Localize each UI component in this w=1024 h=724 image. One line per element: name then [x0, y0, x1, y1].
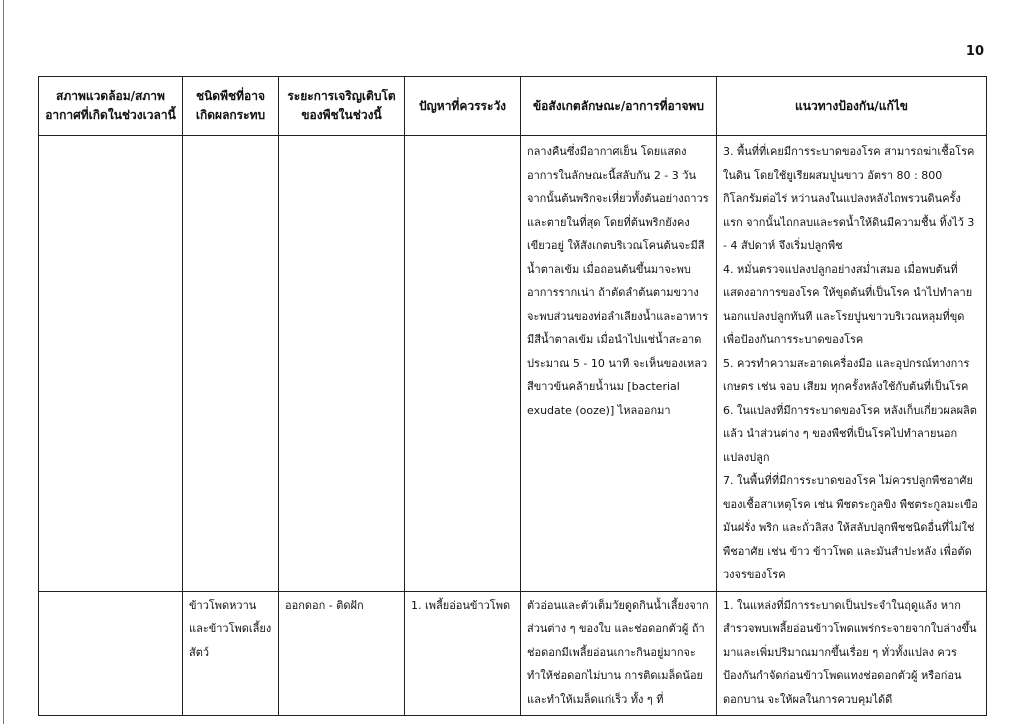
- cell-prevention: [717, 136, 987, 592]
- cell-symptoms: ตัวอ่อนและตัวเต็มวัยดูดกินน้ำเลี้ยงจากส่วนต่าง ๆ ของใบ และช่อดอกตัวผู้ ถ้าช่อดอกมีเพลี้ยอ่อนเกาะกินอยู่มากจะทำให้ช่อดอกไม่บาน การติดเมล็ดน้อยและทำให้เมล็ดแก่เร็ว ทั้ง ๆ ที่: [521, 591, 717, 716]
- header-crop: ชนิดพืชที่อาจเกิดผลกระทบ: [183, 77, 279, 136]
- cell-problem: 1. เพลี้ยอ่อนข้าวโพด: [405, 591, 521, 716]
- prevention-item: 7. ในพื้นที่ที่มีการระบาดของโรค ไม่ควรปลูกพืชอาศัยของเชื้อสาเหตุโรค เช่น พืชตระกูลขิง พืชตระกูลมะเขือ มันฝรั่ง พริก และถั่วลิสง ให้สลับปลูกพืชชนิดอื่นที่ไม่ใช่พืชอาศัย เช่น ข้าว ข้าวโพด และมันสำปะหลัง เพื่อตัดวงจรของโรค: [723, 474, 978, 581]
- prevention-item: 6. ในแปลงที่มีการระบาดของโรค หลังเก็บเกี่ยวผลผลิตแล้ว นำส่วนต่าง ๆ ของพืชที่เป็นโรคไปทำลายนอกแปลงปลูก: [723, 403, 977, 464]
- page-edge-line: [3, 0, 4, 724]
- prevention-item: 3. พื้นที่ที่เคยมีการระบาดของโรค สามารถฆ่าเชื้อโรคในดิน โดยใช้ยูเรียผสมปูนขาว อัตรา 80 : 800 กิโลกรัมต่อไร่ หว่านลงในแปลงหลังไถพรวนดินครั้งแรก จากนั้นไถกลบและรดน้ำให้ดินมีความชื้น ทิ้งไว้ 3 - 4 สัปดาห์ จึงเริ่มปลูกพืช: [723, 145, 975, 252]
- header-problem: ปัญหาที่ควรระวัง: [405, 77, 521, 136]
- cell-crop: ข้าวโพดหวานและข้าวโพดเลี้ยงสัตว์: [183, 591, 279, 716]
- header-environment: สภาพแวดล้อม/สภาพอากาศที่เกิดในช่วงเวลานี้: [39, 77, 183, 136]
- table-row: [39, 136, 987, 592]
- cell-symptoms: กลางคืนซึ่งมีอากาศเย็น โดยแสดงอาการในลักษณะนี้สลับกัน 2 - 3 วัน จากนั้นต้นพริกจะเหี่ยวทั้งต้นอย่างถาวรและตายในที่สุด โดยที่ต้นพริกยังคงเขียวอยู่ ให้สังเกตบริเวณโคนต้นจะมีสีน้ำตาลเข้ม เมื่อถอนต้นขึ้นมาจะพบอาการรากเน่า ถ้าตัดลำต้นตามขวางจะพบส่วนของท่อลำเลียงน้ำและอาหารมีสีน้ำตาลเข้ม เมื่อนำไปแช่น้ำสะอาดประมาณ 5 - 10 นาที จะเห็นของเหลวสีขาวข้นคล้ายน้ำนม [bacterial exudate (ooze)] ไหลออกมา: [521, 136, 717, 592]
- table-header-row: [39, 77, 987, 136]
- cell-prevention: [717, 591, 987, 716]
- prevention-item: 5. ควรทำความสะอาดเครื่องมือ และอุปกรณ์ทางการเกษตร เช่น จอบ เสียม ทุกครั้งหลังใช้กับต้นที่เป็นโรค: [723, 356, 970, 393]
- header-symptoms: ข้อสังเกตลักษณะ/อาการที่อาจพบ: [521, 77, 717, 136]
- cell-growth-stage: [279, 136, 405, 592]
- header-growth-stage: ระยะการเจริญเติบโตของพืชในช่วงนี้: [279, 77, 405, 136]
- cell-environment: [39, 591, 183, 716]
- table-row: [39, 591, 987, 716]
- cell-growth-stage: ออกดอก - ติดฝัก: [279, 591, 405, 716]
- cell-environment: [39, 136, 183, 592]
- header-prevention: แนวทางป้องกัน/แก้ไข: [717, 77, 987, 136]
- pest-guide-table: [38, 76, 987, 716]
- cell-crop: [183, 136, 279, 592]
- prevention-item: 1. ในแหล่งที่มีการระบาดเป็นประจำในฤดูแล้ง หากสำรวจพบเพลี้ยอ่อนข้าวโพดแพร่กระจายจากใบล่างขึ้นมาและเพิ่มปริมาณมากขึ้นเรื่อย ๆ ทั่วทั้งแปลง ควรป้องกันกำจัดก่อนข้าวโพดแทงช่อดอกตัวผู้ หรือก่อนดอกบาน จะให้ผลในการควบคุมได้ดี: [723, 598, 977, 706]
- cell-problem: [405, 136, 521, 592]
- prevention-item: 4. หมั่นตรวจแปลงปลูกอย่างสม่ำเสมอ เมื่อพบต้นที่แสดงอาการของโรค ให้ขุดต้นที่เป็นโรค นำไปทำลายนอกแปลงปลูกทันที และโรยปูนขาวบริเวณหลุมที่ขุด เพื่อป้องกันการระบาดของโรค: [723, 262, 973, 346]
- page-number: 10: [965, 44, 984, 59]
